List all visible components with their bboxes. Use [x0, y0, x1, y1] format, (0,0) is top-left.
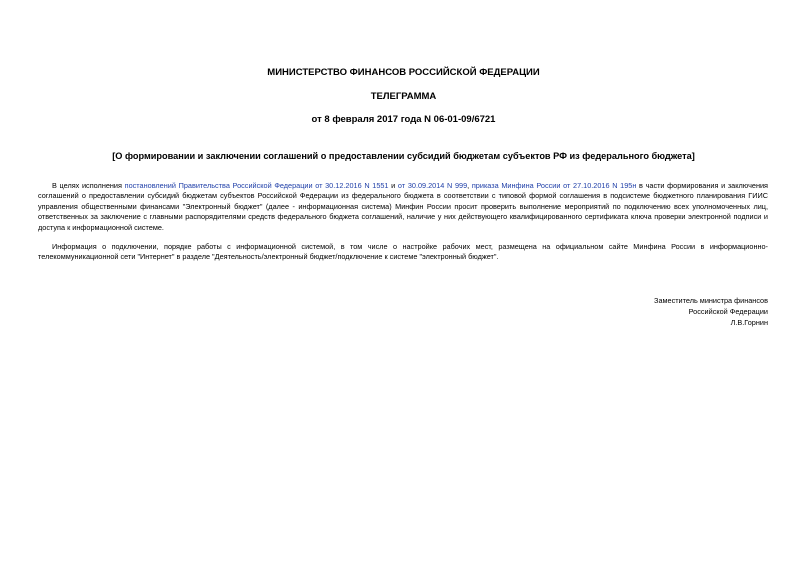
document-subject: [О формировании и заключении соглашений о предоставлении субсидий бюджетам субъектов РФ из федерального бюджета]: [112, 151, 695, 161]
link-minfin-order-195n[interactable]: приказа Минфина России от 27.10.2016 N 195н: [471, 181, 637, 190]
paragraph-text: ,: [467, 181, 472, 190]
paragraph-text: и: [388, 181, 398, 190]
body-paragraph-2: [38, 242, 768, 263]
signature-organization: Российской Федерации: [688, 307, 768, 316]
signature-block: [520, 295, 768, 328]
document-type-heading: ТЕЛЕГРАММА: [370, 91, 437, 102]
paragraph-text: В целях исполнения: [52, 181, 125, 190]
paragraph-text: Информация о подключении, порядке работы с информационной системой, в том числе о настройке рабочих мест, размещена на официальном сайте Минфина России в информационно-телекоммуникационной сети "Интернет" в разделе "Деятельность/электронный бюджет/подключение к системе "электронный бюджет".: [38, 242, 768, 262]
link-decree-999[interactable]: от 30.09.2014 N 999: [397, 181, 468, 190]
ministry-heading: МИНИСТЕРСТВО ФИНАНСОВ РОССИЙСКОЙ ФЕДЕРАЦИИ: [267, 67, 540, 78]
link-government-decree-1551[interactable]: постановлений Правительства Российской Федерации от 30.12.2016 N 1551: [124, 181, 389, 190]
signature-position: Заместитель министра финансов: [654, 296, 768, 305]
paragraph-text: в части формирования и заключения соглашений о предоставлении субсидий бюджетам субъектов Российской Федерации из федерального бюджета в соответствии с типовой формой соглашения в подсистеме бюджетного планирования ГИИС управления общественными финансами "Электронный бюджет" (далее - информационная система) Минфин России просит проверить выполнение мероприятий по подключению всех уполномоченных лиц, ответственных за заключение с главными распорядителями средств федерального бюджета соглашений, наличие у них действующего квалифицированного сертификата ключа проверки электронной подписи и доступа к информационной системе.: [38, 181, 769, 232]
document-date-number: от 8 февраля 2017 года N 06-01-09/6721: [311, 114, 496, 125]
signature-name: Л.В.Горнин: [730, 318, 768, 327]
body-paragraph-1: [38, 181, 768, 233]
